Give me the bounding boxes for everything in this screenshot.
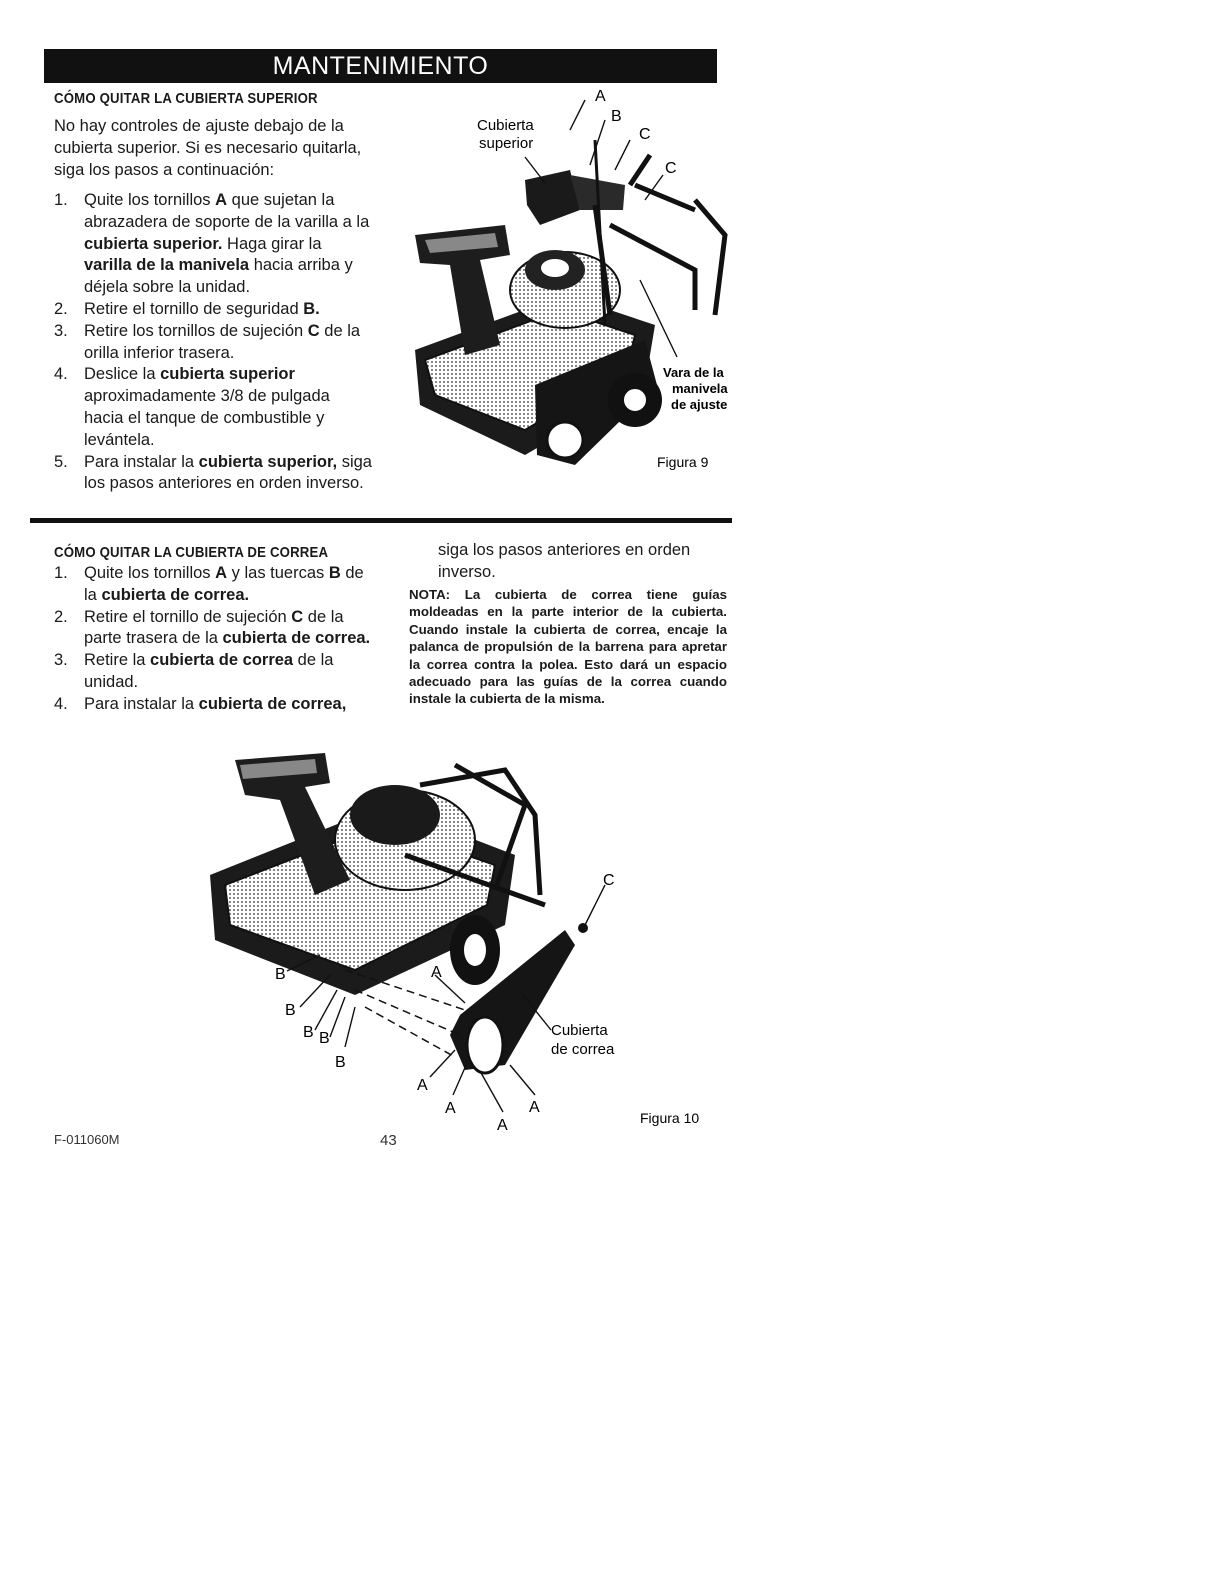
leader-c1 <box>615 140 630 170</box>
step-text: hacia arriba y déjela sobre la unidad. <box>84 256 353 297</box>
step-text-bold: B <box>328 564 341 582</box>
page-number: 43 <box>380 1132 397 1149</box>
leader-a <box>570 100 585 130</box>
step-text: Retire el tornillo de sujeción <box>84 607 292 626</box>
step-text: Quite los tornillos <box>84 564 216 582</box>
label-cover-line1: Cubierta <box>477 117 534 134</box>
list-item <box>54 321 372 365</box>
callout-a5: A <box>529 1099 540 1116</box>
step-text: Para instalar la <box>84 694 199 713</box>
step-text: Haga girar la <box>222 234 322 253</box>
label-rod-line1: Vara de la <box>663 365 724 380</box>
callout-a2: A <box>417 1077 428 1094</box>
section-banner: MANTENIMIENTO <box>44 49 717 83</box>
step-text: de la parte trasera de la <box>84 607 344 648</box>
step-number: 3. <box>54 651 68 670</box>
label-rod-line3: de ajuste <box>671 397 728 412</box>
step-text: Retire el tornillo de seguridad <box>84 299 304 318</box>
step-number: 2. <box>54 607 68 626</box>
screw-c <box>578 923 588 933</box>
section-divider <box>30 518 732 523</box>
step-text: Retire los tornillos de sujeción <box>84 321 308 340</box>
list-item <box>54 364 372 451</box>
leader-b4 <box>330 997 345 1037</box>
callout-b1: B <box>275 966 286 983</box>
list-item <box>54 607 372 651</box>
step-text-bold: varilla de la manivela <box>84 256 250 275</box>
figure-9-illustration <box>395 85 735 505</box>
figure-10-caption: Figura 10 <box>640 1110 700 1126</box>
callout-a3: A <box>445 1100 456 1117</box>
label-belt-cover-line1: Cubierta <box>551 1022 608 1039</box>
callout-a4: A <box>497 1117 508 1134</box>
list-item <box>54 650 372 694</box>
leader-a3 <box>453 1063 467 1095</box>
callout-b2: B <box>285 1002 296 1019</box>
step-number: 4. <box>54 694 68 713</box>
step-number: 5. <box>54 452 68 471</box>
step-text: Retire la <box>84 651 151 670</box>
step-text-bold: cubierta superior, <box>198 452 338 471</box>
wheel-hub <box>623 388 647 412</box>
label-belt-cover-line2: de correa <box>551 1041 615 1058</box>
steps-list-top-cover <box>54 190 372 495</box>
list-item <box>54 299 372 321</box>
step-text: Para instalar la <box>84 452 199 471</box>
step-text: y las tuercas <box>227 564 329 582</box>
leader-a2 <box>430 1050 455 1077</box>
document-code: F-011060M <box>54 1132 120 1147</box>
step-text: de la unidad. <box>84 651 334 691</box>
step-text-bold: cubierta de correa <box>150 651 294 670</box>
step-number: 1. <box>54 564 68 582</box>
engine-cap <box>541 259 569 277</box>
step-text: Quite los tornillos <box>84 191 216 209</box>
step-text: aproximadamente 3/8 de pulgada hacia el tanque de combustible y levántela. <box>84 387 330 449</box>
step-text: Deslice la <box>84 365 161 384</box>
callout-c1: C <box>639 126 651 143</box>
list-item <box>54 694 372 716</box>
section-heading-top-cover: CÓMO QUITAR LA CUBIERTA SUPERIOR <box>54 90 318 107</box>
section-heading-belt-cover: CÓMO QUITAR LA CUBIERTA DE CORREA <box>54 544 329 561</box>
step-text-bold: cubierta de correa, <box>198 694 347 713</box>
step-text-bold: cubierta superior <box>160 365 295 384</box>
leader-b <box>590 120 605 165</box>
intro-paragraph: No hay controles de ajuste debajo de la cubierta superior. Si es necesario quitarla, siga los pasos a continuación: <box>54 117 362 179</box>
step-text-bold: B. <box>303 299 320 318</box>
list-item <box>54 190 372 299</box>
step-text-bold: cubierta de correa. <box>222 629 371 648</box>
step-4-continuation: siga los pasos anteriores en orden inverso. <box>438 541 691 581</box>
figure-9-caption: Figura 9 <box>657 454 709 470</box>
callout-b3: B <box>303 1024 314 1041</box>
step-text: que sujetan la abrazadera de soporte de la varilla a la <box>84 191 370 231</box>
label-rod-line2: manivela <box>672 381 728 396</box>
callout-c: C <box>603 872 615 889</box>
step-number: 3. <box>54 321 68 340</box>
side-hub <box>547 422 583 458</box>
label-cover-line2: superior <box>479 135 534 152</box>
leader-b3 <box>315 990 337 1030</box>
leader-c <box>585 885 605 925</box>
leader-b2 <box>300 975 330 1007</box>
step-number: 2. <box>54 299 68 318</box>
callout-b: B <box>611 108 622 125</box>
wheel-hub <box>464 934 486 966</box>
step-text-bold: cubierta superior. <box>84 234 223 253</box>
leader-a4 <box>480 1071 503 1112</box>
callout-b5: B <box>335 1054 346 1071</box>
step-number: 4. <box>54 365 68 384</box>
callout-b4: B <box>319 1030 330 1047</box>
steps-list-belt-cover <box>54 563 372 716</box>
list-item <box>54 452 372 496</box>
step-text: de la <box>84 564 364 604</box>
leader-b5 <box>345 1007 355 1047</box>
step-text-bold: C <box>307 321 320 340</box>
step-text-bold: C <box>291 607 304 626</box>
step-text-bold: A <box>215 191 228 209</box>
figure-10-illustration <box>205 745 725 1135</box>
step-text-bold: cubierta de correa. <box>101 585 250 604</box>
step-number: 1. <box>54 191 68 209</box>
engine-top <box>350 785 440 845</box>
note-paragraph: NOTA: La cubierta de correa tiene guías moldeadas en la parte interior de la cubierta. Cuando instale la cubierta de correa, encaje la palanca de propulsión de la barrena para apretar la correa contra la polea. Esto dará un espacio adecuado para las guías de la correa cuando instale la cubierta de la misma. <box>409 587 727 707</box>
step-text: de la orilla inferior trasera. <box>84 321 361 362</box>
leader-a5 <box>510 1065 535 1095</box>
callout-c2: C <box>665 160 677 177</box>
belt-cover-hub <box>467 1017 503 1073</box>
step-text: siga los pasos anteriores en orden inverso. <box>84 452 372 493</box>
callout-a1: A <box>431 964 442 981</box>
list-item <box>54 563 372 607</box>
step-text-bold: A <box>215 564 228 582</box>
callout-a: A <box>595 88 606 105</box>
